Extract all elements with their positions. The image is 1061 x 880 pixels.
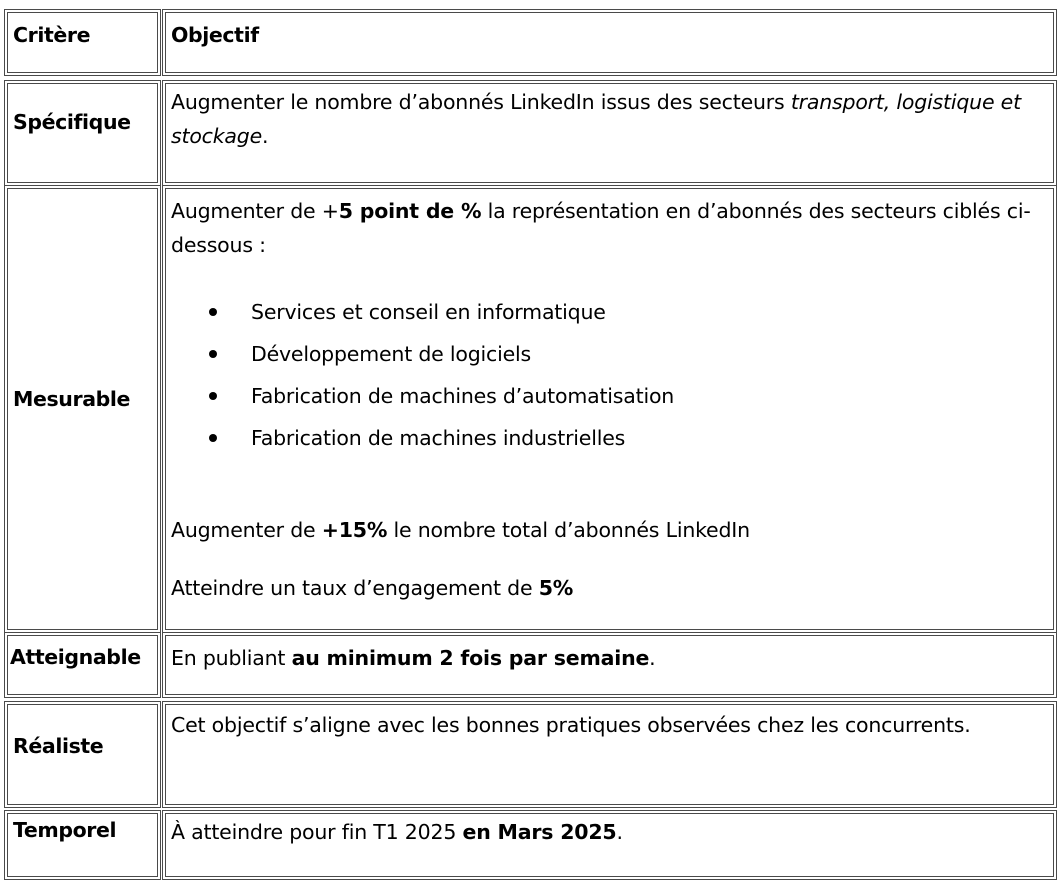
objective-cell <box>162 185 1057 633</box>
list-item: Développement de logiciels <box>166 333 674 375</box>
bullet-icon <box>209 308 217 316</box>
objective-text: Augmenter le nombre d’abonnés LinkedIn issus des secteurs transport, logistique et stockage. <box>171 90 1021 148</box>
table-row-atteignable <box>4 632 1057 698</box>
criterion-label: Réaliste <box>13 734 104 758</box>
objective-cell <box>162 80 1057 186</box>
table-row-temporel <box>4 810 1057 880</box>
criterion-cell <box>4 701 161 808</box>
objective-text: En publiant au minimum 2 fois par semaine. <box>171 646 656 670</box>
objective-cell <box>162 810 1057 880</box>
criterion-label: Temporel <box>13 818 117 842</box>
criterion-cell <box>4 80 161 186</box>
criterion-cell <box>4 810 161 880</box>
criterion-cell <box>4 185 161 633</box>
criterion-label: Atteignable <box>10 645 141 669</box>
header-objectif: Objectif <box>171 23 259 47</box>
objective-text: Cet objectif s’aligne avec les bonnes pratiques observées chez les concurrents. <box>171 713 971 737</box>
target-sectors-list <box>166 291 674 459</box>
header-critere: Critère <box>13 23 91 47</box>
list-item: Services et conseil en informatique <box>166 291 674 333</box>
objective-paragraph-2: Augmenter de +15% le nombre total d’abonnés LinkedIn <box>171 518 750 542</box>
objective-cell <box>162 701 1057 808</box>
list-item: Fabrication de machines industrielles <box>166 417 674 459</box>
table-row-specifique <box>4 80 1057 186</box>
objective-paragraph-3: Atteindre un taux d’engagement de 5% <box>171 576 574 600</box>
header-cell-objectif <box>162 9 1057 76</box>
table-row-mesurable <box>4 185 1057 633</box>
table-row-realiste <box>4 701 1057 808</box>
criterion-label: Spécifique <box>13 110 131 134</box>
bullet-icon <box>209 350 217 358</box>
objective-paragraph-1: Augmenter de +5 point de % la représentation en d’abonnés des secteurs ciblés ci-dessous : <box>171 199 1031 257</box>
bullet-icon <box>209 434 217 442</box>
objective-text: À atteindre pour fin T1 2025 en Mars 2025. <box>171 820 623 844</box>
bullet-icon <box>209 392 217 400</box>
criterion-cell <box>4 632 161 698</box>
table-header-row <box>4 9 1057 76</box>
list-item: Fabrication de machines d’automatisation <box>166 375 674 417</box>
objective-cell <box>162 632 1057 698</box>
header-cell-critere <box>4 9 161 76</box>
criterion-label: Mesurable <box>13 387 131 411</box>
